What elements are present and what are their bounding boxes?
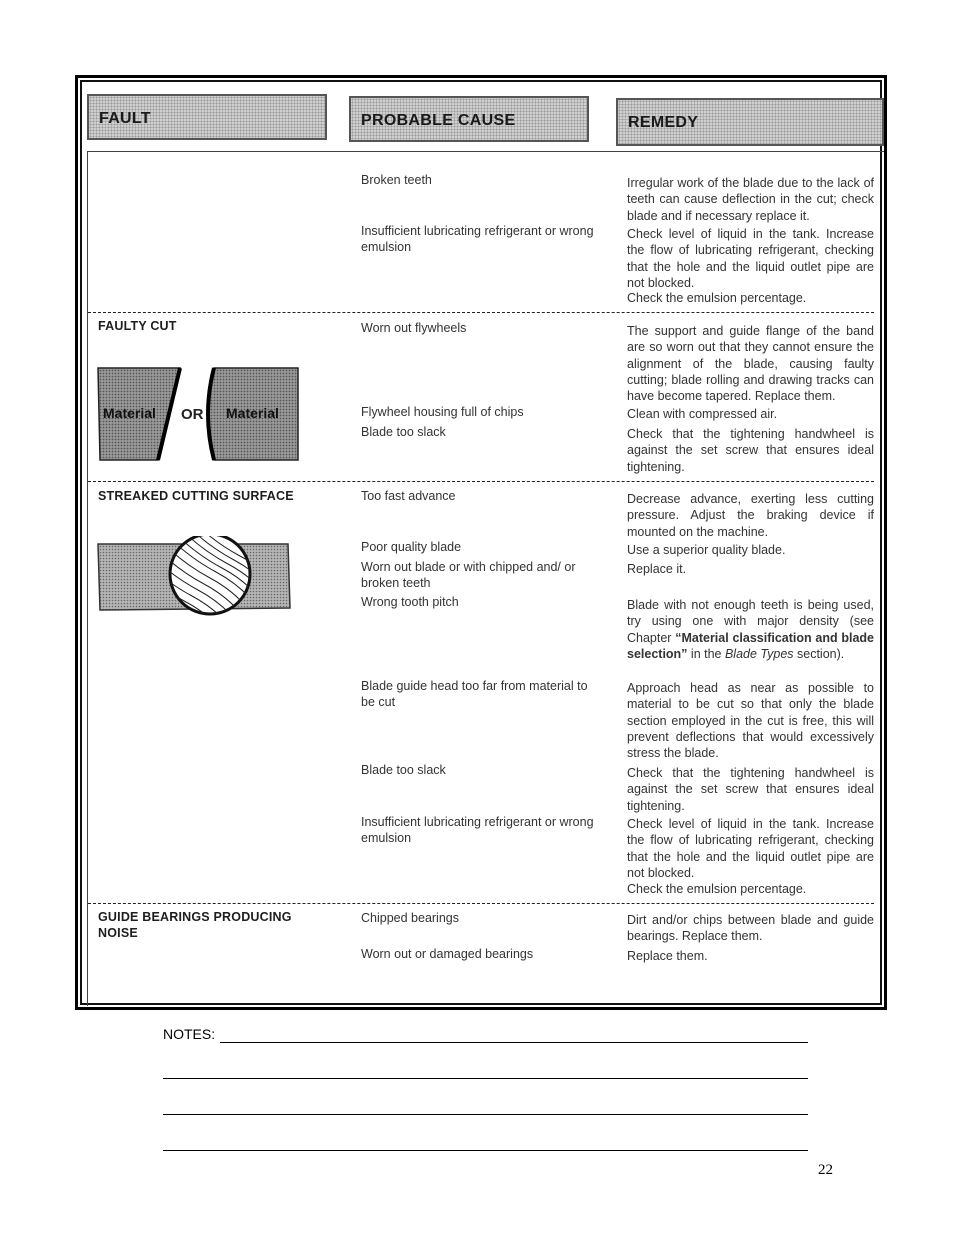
streaked-surface-figure (96, 536, 294, 620)
remedy-tooth-density-text: Blade with not enough teeth is being used, try using one with major density (see Chapter (627, 598, 874, 645)
remedy-replace-bearings: Replace them. (627, 949, 708, 963)
notes-line-1[interactable] (220, 1042, 808, 1043)
page-number: 22 (818, 1162, 833, 1178)
cause-guide-head-far: Blade guide head too far from material to be cut (361, 679, 588, 710)
header-underline (88, 151, 884, 152)
fault-faulty-cut: FAULTY CUT (98, 319, 177, 333)
magnified-circle (170, 536, 250, 614)
cause-broken-teeth: Broken teeth (361, 173, 432, 187)
blade-types-reference: Blade Types (724, 646, 794, 661)
chapter-reference: “Material classification and blade selection” (627, 630, 874, 661)
cause-worn-chipped-blade: Worn out blade or with chipped and/ or broken teeth (361, 560, 576, 591)
cause-worn-bearings: Worn out or damaged bearings (361, 947, 534, 961)
section-divider (88, 481, 874, 482)
remedy-tooth-density-text-2: in the (687, 646, 725, 661)
fault-streaked-surface: STREAKED CUTTING SURFACE (98, 489, 294, 503)
header-probable-cause (349, 96, 589, 142)
remedy-dirt-chips: Dirt and/or chips between blade and guide bearings. Replace them. (627, 913, 874, 944)
material-label-left: Material (103, 405, 156, 421)
remedy-insufficient-lubricant-2: Check level of liquid in the tank. Increase the flow of lubricating refrigerant, checking that the hole and the liquid outlet pipe are not blocked. (627, 817, 874, 880)
section-divider (88, 903, 874, 904)
header-remedy (616, 98, 884, 146)
remedy-decrease-advance: Decrease advance, exerting less cutting pressure. Adjust the braking device if mounted on the machine. (627, 492, 874, 539)
remedy-compressed-air: Clean with compressed air. (627, 407, 778, 421)
cause-flywheel-housing-chips: Flywheel housing full of chips (361, 405, 524, 419)
cause-fast-advance: Too fast advance (361, 489, 456, 503)
left-rule (87, 151, 88, 1006)
remedy-approach-head: Approach head as near as possible to material to be cut so that only the blade section employed in the cut is free, this will prevent deflections that would excessively stress the blade. (627, 681, 874, 761)
header-fault (87, 94, 327, 140)
remedy-emulsion-check-1: Check the emulsion percentage. (627, 291, 807, 305)
remedy-replace-it: Replace it. (627, 562, 687, 576)
header-cause-label: PROBABLE CAUSE (361, 112, 516, 129)
cause-poor-quality-blade: Poor quality blade (361, 540, 462, 554)
header-fault-label: FAULT (99, 110, 151, 127)
notes-line-2[interactable] (163, 1078, 808, 1079)
cause-wrong-tooth-pitch: Wrong tooth pitch (361, 595, 459, 609)
notes-line-4[interactable] (163, 1150, 808, 1151)
remedy-insufficient-lubricant-1: Check level of liquid in the tank. Increase the flow of lubricating refrigerant, checking that the hole and the liquid outlet pipe are not blocked. (627, 227, 874, 290)
cause-chipped-bearings: Chipped bearings (361, 911, 459, 925)
remedy-broken-teeth: Irregular work of the blade due to the lack of teeth can cause deflection in the cut; check blade and if necessary replace it. (627, 176, 874, 223)
cause-insufficient-lubricant-2: Insufficient lubricating refrigerant or wrong emulsion (361, 815, 594, 846)
cause-insufficient-lubricant-1: Insufficient lubricating refrigerant or wrong emulsion (361, 224, 594, 255)
cause-worn-flywheels: Worn out flywheels (361, 321, 467, 335)
cause-blade-too-slack-2: Blade too slack (361, 763, 446, 777)
notes-line-3[interactable] (163, 1114, 808, 1115)
header-remedy-label: REMEDY (628, 114, 699, 131)
remedy-tightening-1: Check that the tightening handwheel is against the set screw that ensures ideal tightening. (627, 427, 874, 474)
remedy-tooth-density-text-3: section). (793, 646, 845, 661)
remedy-superior-blade: Use a superior quality blade. (627, 543, 786, 557)
remedy-emulsion-check-2: Check the emulsion percentage. (627, 882, 807, 896)
faulty-cut-figure (96, 366, 302, 462)
or-label: OR (181, 406, 204, 423)
notes-label: NOTES: (163, 1026, 216, 1042)
remedy-tightening-2: Check that the tightening handwheel is against the set screw that ensures ideal tightening. (627, 766, 874, 813)
remedy-tooth-density (627, 597, 874, 662)
section-divider (88, 312, 874, 313)
fault-noisy-bearings: GUIDE BEARINGS PRODUCING NOISE (98, 910, 292, 941)
remedy-worn-flywheels: The support and guide flange of the band are so worn out that they cannot ensure the alignment of the blade, causing faulty cutting; blade rolling and drawing tracks can have become tapered. Replace them. (627, 324, 874, 404)
cause-blade-too-slack-1: Blade too slack (361, 425, 446, 439)
material-label-right: Material (226, 405, 279, 421)
